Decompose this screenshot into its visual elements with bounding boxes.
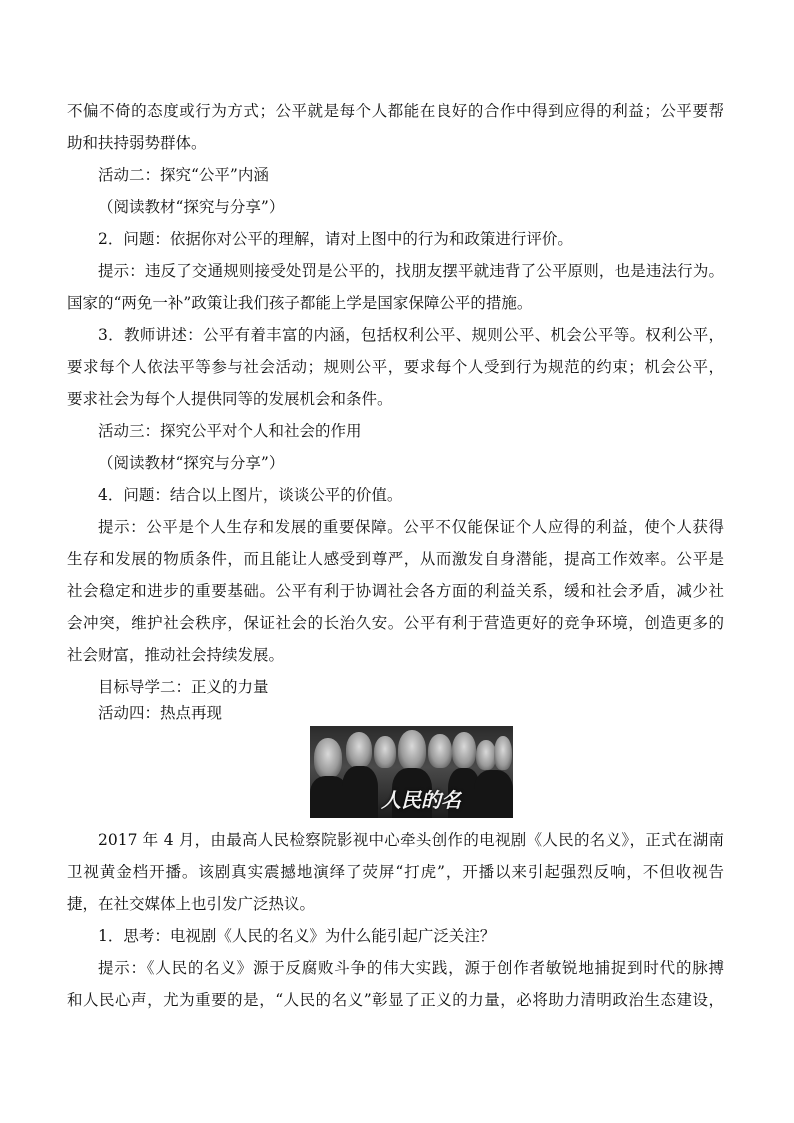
hint-line: 社会稳定和进步的重要基础。公平有利于协调社会各方面的利益关系，缓和社会矛盾，减少社 — [67, 582, 724, 600]
actor-face — [428, 734, 452, 768]
actor-face — [494, 736, 512, 770]
reading-note: （阅读教材“探究与分享”） — [98, 198, 285, 216]
activity-heading: 活动三：探究公平对个人和社会的作用 — [98, 422, 362, 440]
actor-face — [476, 740, 496, 770]
reading-note: （阅读教材“探究与分享”） — [98, 454, 285, 472]
news-line: 卫视黄金档开播。该剧真实震撼地演绎了荧屏“打虎”，开播以来引起强烈反响，不但收视告 — [67, 863, 724, 881]
hint-line: 会冲突，维护社会秩序，保证社会的长治久安。公平有利于营造更好的竞争环境，创造更多的 — [67, 614, 724, 632]
question: 4．问题：结合以上图片，谈谈公平的价值。 — [98, 486, 403, 504]
hint-line: 生存和发展的物质条件，而且能让人感受到尊严，从而激发自身潜能，提高工作效率。公平是 — [67, 550, 724, 568]
activity-heading: 活动四：热点再现 — [98, 704, 223, 722]
actor-face — [398, 730, 426, 770]
hint-line: 提示：违反了交通规则接受处罚是公平的，找朋友摆平就违背了公平原则，也是违法行为。 — [98, 262, 724, 280]
hint-line: 提示：公平是个人生存和发展的重要保障。公平不仅能保证个人应得的利益，使个人获得 — [98, 518, 724, 536]
lecture-line: 要求每个人依法平等参与社会活动；规则公平，要求每个人受到行为规范的约束；机会公平， — [67, 358, 724, 376]
activity-heading: 活动二：探究“公平”内涵 — [98, 166, 269, 184]
paragraph-line: 不偏不倚的态度或行为方式；公平就是每个人都能在良好的合作中得到应得的利益；公平要帮 — [67, 102, 724, 120]
question: 1．思考：电视剧《人民的名义》为什么能引起广泛关注？ — [98, 927, 496, 945]
lecture-line: 要求社会为每个人提供同等的发展机会和条件。 — [67, 390, 393, 408]
actor-face — [452, 732, 476, 768]
actor-face — [346, 732, 372, 768]
actor-body — [342, 766, 378, 818]
hint-line: 和人民心声，尤为重要的是，“人民的名义”彰显了正义的力量，必将助力清明政治生态建设， — [67, 991, 724, 1009]
paragraph-line: 助和扶持弱势群体。 — [67, 134, 207, 152]
hint-line: 社会财富，推动社会持续发展。 — [67, 646, 285, 664]
hint-line: 提示：《人民的名义》源于反腐败斗争的伟大实践，源于创作者敏锐地捕捉到时代的脉搏 — [98, 959, 724, 977]
lecture-line: 3．教师讲述：公平有着丰富的内涵，包括权利公平、规则公平、机会公平等。权利公平， — [98, 326, 724, 344]
actor-face — [314, 738, 342, 778]
news-line: 2017 年 4 月，由最高人民检察院影视中心牵头创作的电视剧《人民的名义》，正式在湖南 — [98, 831, 724, 849]
hint-line: 国家的“两免一补”政策让我们孩子都能上学是国家保障公平的措施。 — [67, 294, 533, 312]
tv-drama-poster-image — [310, 726, 513, 818]
question: 2．问题：依据你对公平的理解，请对上图中的行为和政策进行评价。 — [98, 230, 573, 248]
goal-heading: 目标导学二：正义的力量 — [98, 678, 269, 696]
actor-face — [374, 736, 396, 768]
poster-title: 人民的名 — [381, 788, 461, 812]
news-line: 捷，在社交媒体上也引发广泛热议。 — [67, 895, 316, 913]
actor-body — [474, 770, 513, 818]
